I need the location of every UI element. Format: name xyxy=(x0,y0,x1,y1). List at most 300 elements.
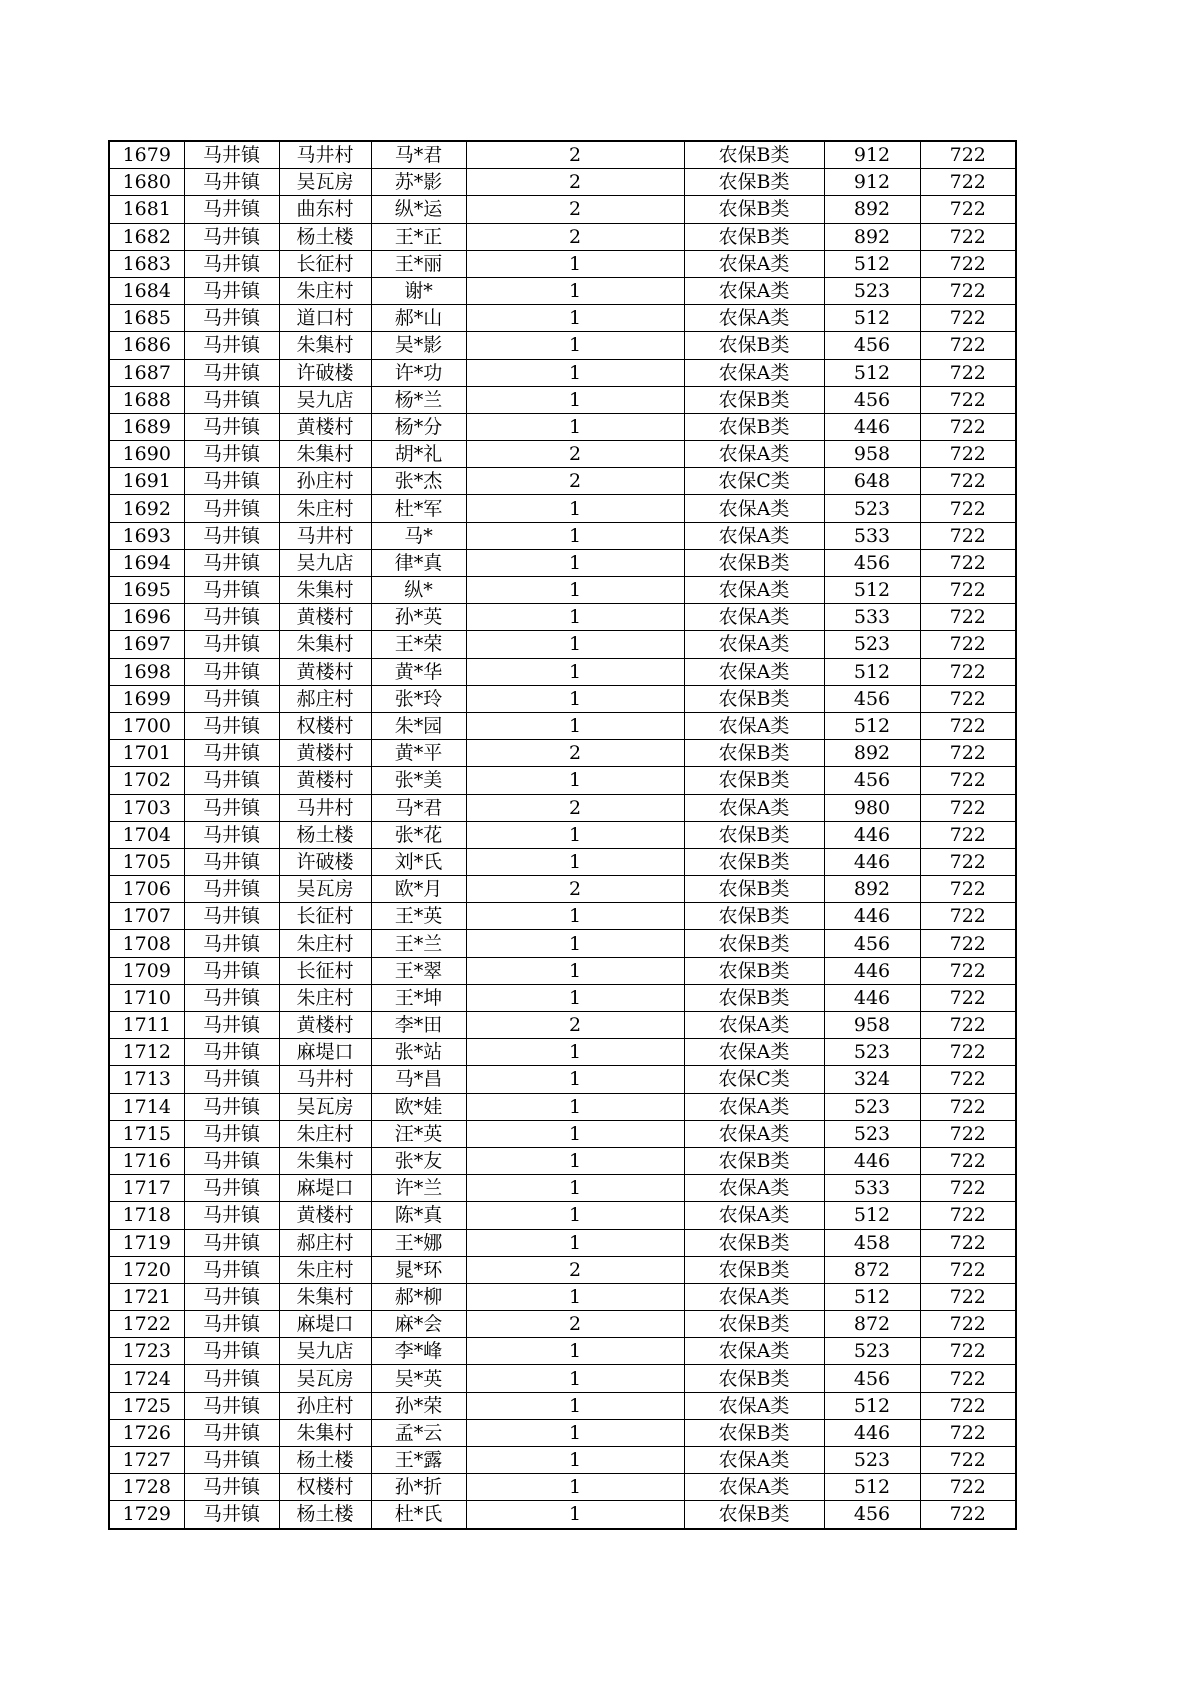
amount-cell: 512 xyxy=(824,1202,920,1229)
table-row xyxy=(109,413,1016,440)
table-row xyxy=(109,1147,1016,1174)
amount-cell: 456 xyxy=(824,549,920,576)
name-cell: 许*兰 xyxy=(371,1175,466,1202)
village-cell: 吴瓦房 xyxy=(279,876,371,903)
category-cell: 农保A类 xyxy=(684,658,824,685)
count-cell: 1 xyxy=(466,1419,684,1446)
category-cell: 农保A类 xyxy=(684,1447,824,1474)
count-cell: 2 xyxy=(466,196,684,223)
table-row xyxy=(109,1338,1016,1365)
village-cell: 黄楼村 xyxy=(279,658,371,685)
category-cell: 农保B类 xyxy=(684,930,824,957)
town-cell: 马井镇 xyxy=(184,413,279,440)
table-row xyxy=(109,712,1016,739)
category-cell: 农保A类 xyxy=(684,794,824,821)
amount-cell: 324 xyxy=(824,1066,920,1093)
table-row xyxy=(109,1283,1016,1310)
name-cell: 张*美 xyxy=(371,767,466,794)
count-cell: 2 xyxy=(466,468,684,495)
name-cell: 纵*运 xyxy=(371,196,466,223)
name-cell: 李*田 xyxy=(371,1012,466,1039)
row-number-cell: 1718 xyxy=(109,1202,184,1229)
amount-cell: 523 xyxy=(824,1093,920,1120)
town-cell: 马井镇 xyxy=(184,1012,279,1039)
table-row xyxy=(109,1012,1016,1039)
row-number-cell: 1729 xyxy=(109,1501,184,1529)
standard-cell: 722 xyxy=(920,1093,1016,1120)
standard-cell: 722 xyxy=(920,930,1016,957)
table-row xyxy=(109,1202,1016,1229)
name-cell: 郝*山 xyxy=(371,305,466,332)
category-cell: 农保B类 xyxy=(684,876,824,903)
amount-cell: 456 xyxy=(824,685,920,712)
row-number-cell: 1727 xyxy=(109,1447,184,1474)
row-number-cell: 1698 xyxy=(109,658,184,685)
town-cell: 马井镇 xyxy=(184,1447,279,1474)
category-cell: 农保B类 xyxy=(684,1419,824,1446)
table-row xyxy=(109,549,1016,576)
amount-cell: 456 xyxy=(824,767,920,794)
standard-cell: 722 xyxy=(920,577,1016,604)
category-cell: 农保A类 xyxy=(684,604,824,631)
count-cell: 1 xyxy=(466,250,684,277)
count-cell: 1 xyxy=(466,1093,684,1120)
row-number-cell: 1679 xyxy=(109,141,184,169)
amount-cell: 872 xyxy=(824,1256,920,1283)
amount-cell: 512 xyxy=(824,1474,920,1501)
standard-cell: 722 xyxy=(920,1447,1016,1474)
category-cell: 农保B类 xyxy=(684,984,824,1011)
name-cell: 郝*柳 xyxy=(371,1283,466,1310)
count-cell: 1 xyxy=(466,1283,684,1310)
village-cell: 郝庄村 xyxy=(279,1229,371,1256)
row-number-cell: 1707 xyxy=(109,903,184,930)
town-cell: 马井镇 xyxy=(184,1229,279,1256)
count-cell: 2 xyxy=(466,794,684,821)
amount-cell: 958 xyxy=(824,1012,920,1039)
standard-cell: 722 xyxy=(920,1311,1016,1338)
table-row xyxy=(109,1256,1016,1283)
count-cell: 1 xyxy=(466,821,684,848)
village-cell: 杨土楼 xyxy=(279,821,371,848)
standard-cell: 722 xyxy=(920,794,1016,821)
count-cell: 1 xyxy=(466,1202,684,1229)
table-row xyxy=(109,685,1016,712)
amount-cell: 523 xyxy=(824,1039,920,1066)
village-cell: 道口村 xyxy=(279,305,371,332)
table-row xyxy=(109,386,1016,413)
town-cell: 马井镇 xyxy=(184,359,279,386)
table-row xyxy=(109,250,1016,277)
village-cell: 长征村 xyxy=(279,903,371,930)
amount-cell: 533 xyxy=(824,604,920,631)
village-cell: 黄楼村 xyxy=(279,740,371,767)
village-cell: 马井村 xyxy=(279,1066,371,1093)
village-cell: 麻堤口 xyxy=(279,1175,371,1202)
table-row xyxy=(109,1392,1016,1419)
count-cell: 1 xyxy=(466,712,684,739)
name-cell: 王*正 xyxy=(371,223,466,250)
category-cell: 农保A类 xyxy=(684,1120,824,1147)
category-cell: 农保B类 xyxy=(684,1501,824,1529)
name-cell: 刘*氏 xyxy=(371,848,466,875)
name-cell: 杨*兰 xyxy=(371,386,466,413)
standard-cell: 722 xyxy=(920,1256,1016,1283)
amount-cell: 512 xyxy=(824,1392,920,1419)
count-cell: 1 xyxy=(466,848,684,875)
row-number-cell: 1723 xyxy=(109,1338,184,1365)
name-cell: 马* xyxy=(371,522,466,549)
standard-cell: 722 xyxy=(920,1147,1016,1174)
town-cell: 马井镇 xyxy=(184,549,279,576)
table-row xyxy=(109,522,1016,549)
name-cell: 王*兰 xyxy=(371,930,466,957)
row-number-cell: 1680 xyxy=(109,169,184,196)
count-cell: 1 xyxy=(466,549,684,576)
name-cell: 孙*折 xyxy=(371,1474,466,1501)
town-cell: 马井镇 xyxy=(184,1147,279,1174)
town-cell: 马井镇 xyxy=(184,604,279,631)
village-cell: 吴瓦房 xyxy=(279,1093,371,1120)
town-cell: 马井镇 xyxy=(184,876,279,903)
standard-cell: 722 xyxy=(920,332,1016,359)
village-cell: 马井村 xyxy=(279,794,371,821)
village-cell: 郝庄村 xyxy=(279,685,371,712)
name-cell: 杜*军 xyxy=(371,495,466,522)
row-number-cell: 1717 xyxy=(109,1175,184,1202)
name-cell: 吴*影 xyxy=(371,332,466,359)
name-cell: 黄*华 xyxy=(371,658,466,685)
town-cell: 马井镇 xyxy=(184,305,279,332)
town-cell: 马井镇 xyxy=(184,1202,279,1229)
category-cell: 农保B类 xyxy=(684,1147,824,1174)
amount-cell: 456 xyxy=(824,1365,920,1392)
row-number-cell: 1726 xyxy=(109,1419,184,1446)
standard-cell: 722 xyxy=(920,876,1016,903)
standard-cell: 722 xyxy=(920,903,1016,930)
town-cell: 马井镇 xyxy=(184,386,279,413)
count-cell: 1 xyxy=(466,658,684,685)
standard-cell: 722 xyxy=(920,1365,1016,1392)
row-number-cell: 1724 xyxy=(109,1365,184,1392)
name-cell: 张*玲 xyxy=(371,685,466,712)
standard-cell: 722 xyxy=(920,495,1016,522)
count-cell: 1 xyxy=(466,305,684,332)
name-cell: 马*君 xyxy=(371,141,466,169)
amount-cell: 958 xyxy=(824,441,920,468)
amount-cell: 648 xyxy=(824,468,920,495)
count-cell: 1 xyxy=(466,1392,684,1419)
village-cell: 权楼村 xyxy=(279,712,371,739)
table-row xyxy=(109,1419,1016,1446)
table-row xyxy=(109,1039,1016,1066)
row-number-cell: 1683 xyxy=(109,250,184,277)
town-cell: 马井镇 xyxy=(184,577,279,604)
category-cell: 农保A类 xyxy=(684,441,824,468)
row-number-cell: 1690 xyxy=(109,441,184,468)
name-cell: 张*杰 xyxy=(371,468,466,495)
row-number-cell: 1708 xyxy=(109,930,184,957)
town-cell: 马井镇 xyxy=(184,332,279,359)
row-number-cell: 1682 xyxy=(109,223,184,250)
standard-cell: 722 xyxy=(920,250,1016,277)
row-number-cell: 1692 xyxy=(109,495,184,522)
village-cell: 孙庄村 xyxy=(279,468,371,495)
table-row xyxy=(109,1311,1016,1338)
row-number-cell: 1712 xyxy=(109,1039,184,1066)
amount-cell: 512 xyxy=(824,712,920,739)
standard-cell: 722 xyxy=(920,1338,1016,1365)
standard-cell: 722 xyxy=(920,413,1016,440)
standard-cell: 722 xyxy=(920,1419,1016,1446)
category-cell: 农保B类 xyxy=(684,903,824,930)
amount-cell: 892 xyxy=(824,740,920,767)
table-row xyxy=(109,1093,1016,1120)
village-cell: 朱集村 xyxy=(279,1283,371,1310)
category-cell: 农保B类 xyxy=(684,821,824,848)
village-cell: 朱集村 xyxy=(279,577,371,604)
row-number-cell: 1687 xyxy=(109,359,184,386)
count-cell: 1 xyxy=(466,1120,684,1147)
village-cell: 吴瓦房 xyxy=(279,1365,371,1392)
row-number-cell: 1694 xyxy=(109,549,184,576)
category-cell: 农保A类 xyxy=(684,495,824,522)
category-cell: 农保A类 xyxy=(684,522,824,549)
row-number-cell: 1721 xyxy=(109,1283,184,1310)
standard-cell: 722 xyxy=(920,767,1016,794)
row-number-cell: 1681 xyxy=(109,196,184,223)
name-cell: 杜*氏 xyxy=(371,1501,466,1529)
name-cell: 马*君 xyxy=(371,794,466,821)
standard-cell: 722 xyxy=(920,685,1016,712)
amount-cell: 512 xyxy=(824,1283,920,1310)
count-cell: 1 xyxy=(466,1474,684,1501)
count-cell: 1 xyxy=(466,685,684,712)
amount-cell: 446 xyxy=(824,984,920,1011)
row-number-cell: 1700 xyxy=(109,712,184,739)
category-cell: 农保A类 xyxy=(684,1039,824,1066)
town-cell: 马井镇 xyxy=(184,1419,279,1446)
category-cell: 农保A类 xyxy=(684,1012,824,1039)
standard-cell: 722 xyxy=(920,957,1016,984)
name-cell: 朱*园 xyxy=(371,712,466,739)
amount-cell: 446 xyxy=(824,413,920,440)
category-cell: 农保A类 xyxy=(684,712,824,739)
count-cell: 1 xyxy=(466,1447,684,1474)
name-cell: 孙*英 xyxy=(371,604,466,631)
count-cell: 1 xyxy=(466,522,684,549)
category-cell: 农保A类 xyxy=(684,1392,824,1419)
village-cell: 朱庄村 xyxy=(279,930,371,957)
town-cell: 马井镇 xyxy=(184,277,279,304)
amount-cell: 523 xyxy=(824,1338,920,1365)
row-number-cell: 1716 xyxy=(109,1147,184,1174)
count-cell: 2 xyxy=(466,169,684,196)
village-cell: 朱庄村 xyxy=(279,277,371,304)
village-cell: 吴瓦房 xyxy=(279,169,371,196)
standard-cell: 722 xyxy=(920,1283,1016,1310)
village-cell: 吴九店 xyxy=(279,386,371,413)
town-cell: 马井镇 xyxy=(184,1392,279,1419)
standard-cell: 722 xyxy=(920,712,1016,739)
amount-cell: 458 xyxy=(824,1229,920,1256)
table-row xyxy=(109,1066,1016,1093)
town-cell: 马井镇 xyxy=(184,794,279,821)
count-cell: 2 xyxy=(466,1311,684,1338)
table-row xyxy=(109,794,1016,821)
town-cell: 马井镇 xyxy=(184,821,279,848)
town-cell: 马井镇 xyxy=(184,522,279,549)
village-cell: 马井村 xyxy=(279,141,371,169)
amount-cell: 456 xyxy=(824,1501,920,1529)
count-cell: 2 xyxy=(466,740,684,767)
count-cell: 1 xyxy=(466,957,684,984)
table-row xyxy=(109,305,1016,332)
table-row xyxy=(109,740,1016,767)
village-cell: 朱集村 xyxy=(279,1147,371,1174)
name-cell: 麻*会 xyxy=(371,1311,466,1338)
village-cell: 杨土楼 xyxy=(279,223,371,250)
row-number-cell: 1701 xyxy=(109,740,184,767)
category-cell: 农保A类 xyxy=(684,1093,824,1120)
town-cell: 马井镇 xyxy=(184,196,279,223)
standard-cell: 722 xyxy=(920,522,1016,549)
name-cell: 马*昌 xyxy=(371,1066,466,1093)
row-number-cell: 1695 xyxy=(109,577,184,604)
town-cell: 马井镇 xyxy=(184,169,279,196)
category-cell: 农保B类 xyxy=(684,1256,824,1283)
table-row xyxy=(109,930,1016,957)
village-cell: 黄楼村 xyxy=(279,413,371,440)
count-cell: 1 xyxy=(466,332,684,359)
town-cell: 马井镇 xyxy=(184,930,279,957)
row-number-cell: 1711 xyxy=(109,1012,184,1039)
row-number-cell: 1697 xyxy=(109,631,184,658)
village-cell: 朱集村 xyxy=(279,441,371,468)
category-cell: 农保B类 xyxy=(684,549,824,576)
table-row xyxy=(109,821,1016,848)
name-cell: 王*翠 xyxy=(371,957,466,984)
amount-cell: 523 xyxy=(824,495,920,522)
standard-cell: 722 xyxy=(920,1066,1016,1093)
category-cell: 农保A类 xyxy=(684,305,824,332)
name-cell: 陈*真 xyxy=(371,1202,466,1229)
name-cell: 汪*英 xyxy=(371,1120,466,1147)
table-row xyxy=(109,957,1016,984)
town-cell: 马井镇 xyxy=(184,495,279,522)
standard-cell: 722 xyxy=(920,984,1016,1011)
category-cell: 农保B类 xyxy=(684,169,824,196)
row-number-cell: 1685 xyxy=(109,305,184,332)
amount-cell: 523 xyxy=(824,1120,920,1147)
standard-cell: 722 xyxy=(920,740,1016,767)
category-cell: 农保A类 xyxy=(684,1474,824,1501)
table-row xyxy=(109,876,1016,903)
amount-cell: 512 xyxy=(824,577,920,604)
amount-cell: 456 xyxy=(824,386,920,413)
amount-cell: 456 xyxy=(824,930,920,957)
town-cell: 马井镇 xyxy=(184,1066,279,1093)
village-cell: 麻堤口 xyxy=(279,1039,371,1066)
amount-cell: 446 xyxy=(824,848,920,875)
amount-cell: 892 xyxy=(824,196,920,223)
name-cell: 纵* xyxy=(371,577,466,604)
town-cell: 马井镇 xyxy=(184,631,279,658)
standard-cell: 722 xyxy=(920,848,1016,875)
row-number-cell: 1709 xyxy=(109,957,184,984)
category-cell: 农保B类 xyxy=(684,1229,824,1256)
category-cell: 农保B类 xyxy=(684,413,824,440)
row-number-cell: 1713 xyxy=(109,1066,184,1093)
category-cell: 农保A类 xyxy=(684,250,824,277)
name-cell: 胡*礼 xyxy=(371,441,466,468)
row-number-cell: 1703 xyxy=(109,794,184,821)
village-cell: 权楼村 xyxy=(279,1474,371,1501)
count-cell: 1 xyxy=(466,1365,684,1392)
name-cell: 晁*环 xyxy=(371,1256,466,1283)
standard-cell: 722 xyxy=(920,1501,1016,1529)
table-row xyxy=(109,767,1016,794)
category-cell: 农保A类 xyxy=(684,277,824,304)
count-cell: 1 xyxy=(466,277,684,304)
count-cell: 1 xyxy=(466,1066,684,1093)
row-number-cell: 1691 xyxy=(109,468,184,495)
village-cell: 长征村 xyxy=(279,250,371,277)
category-cell: 农保A类 xyxy=(684,631,824,658)
row-number-cell: 1696 xyxy=(109,604,184,631)
table-row xyxy=(109,359,1016,386)
count-cell: 1 xyxy=(466,1338,684,1365)
count-cell: 1 xyxy=(466,903,684,930)
town-cell: 马井镇 xyxy=(184,685,279,712)
category-cell: 农保C类 xyxy=(684,468,824,495)
town-cell: 马井镇 xyxy=(184,1175,279,1202)
town-cell: 马井镇 xyxy=(184,903,279,930)
row-number-cell: 1699 xyxy=(109,685,184,712)
standard-cell: 722 xyxy=(920,305,1016,332)
category-cell: 农保A类 xyxy=(684,359,824,386)
row-number-cell: 1689 xyxy=(109,413,184,440)
category-cell: 农保A类 xyxy=(684,1175,824,1202)
standard-cell: 722 xyxy=(920,1202,1016,1229)
count-cell: 2 xyxy=(466,141,684,169)
name-cell: 许*功 xyxy=(371,359,466,386)
standard-cell: 722 xyxy=(920,1474,1016,1501)
amount-cell: 533 xyxy=(824,522,920,549)
village-cell: 许破楼 xyxy=(279,359,371,386)
count-cell: 1 xyxy=(466,1039,684,1066)
name-cell: 孙*荣 xyxy=(371,1392,466,1419)
village-cell: 杨土楼 xyxy=(279,1501,371,1529)
name-cell: 欧*月 xyxy=(371,876,466,903)
village-cell: 曲东村 xyxy=(279,196,371,223)
town-cell: 马井镇 xyxy=(184,1120,279,1147)
count-cell: 1 xyxy=(466,413,684,440)
village-cell: 朱庄村 xyxy=(279,495,371,522)
amount-cell: 512 xyxy=(824,359,920,386)
amount-cell: 533 xyxy=(824,1175,920,1202)
name-cell: 孟*云 xyxy=(371,1419,466,1446)
standard-cell: 722 xyxy=(920,821,1016,848)
name-cell: 吴*英 xyxy=(371,1365,466,1392)
standard-cell: 722 xyxy=(920,141,1016,169)
table-row xyxy=(109,1120,1016,1147)
table-row xyxy=(109,196,1016,223)
count-cell: 1 xyxy=(466,604,684,631)
table-row xyxy=(109,169,1016,196)
row-number-cell: 1686 xyxy=(109,332,184,359)
table-row xyxy=(109,1447,1016,1474)
